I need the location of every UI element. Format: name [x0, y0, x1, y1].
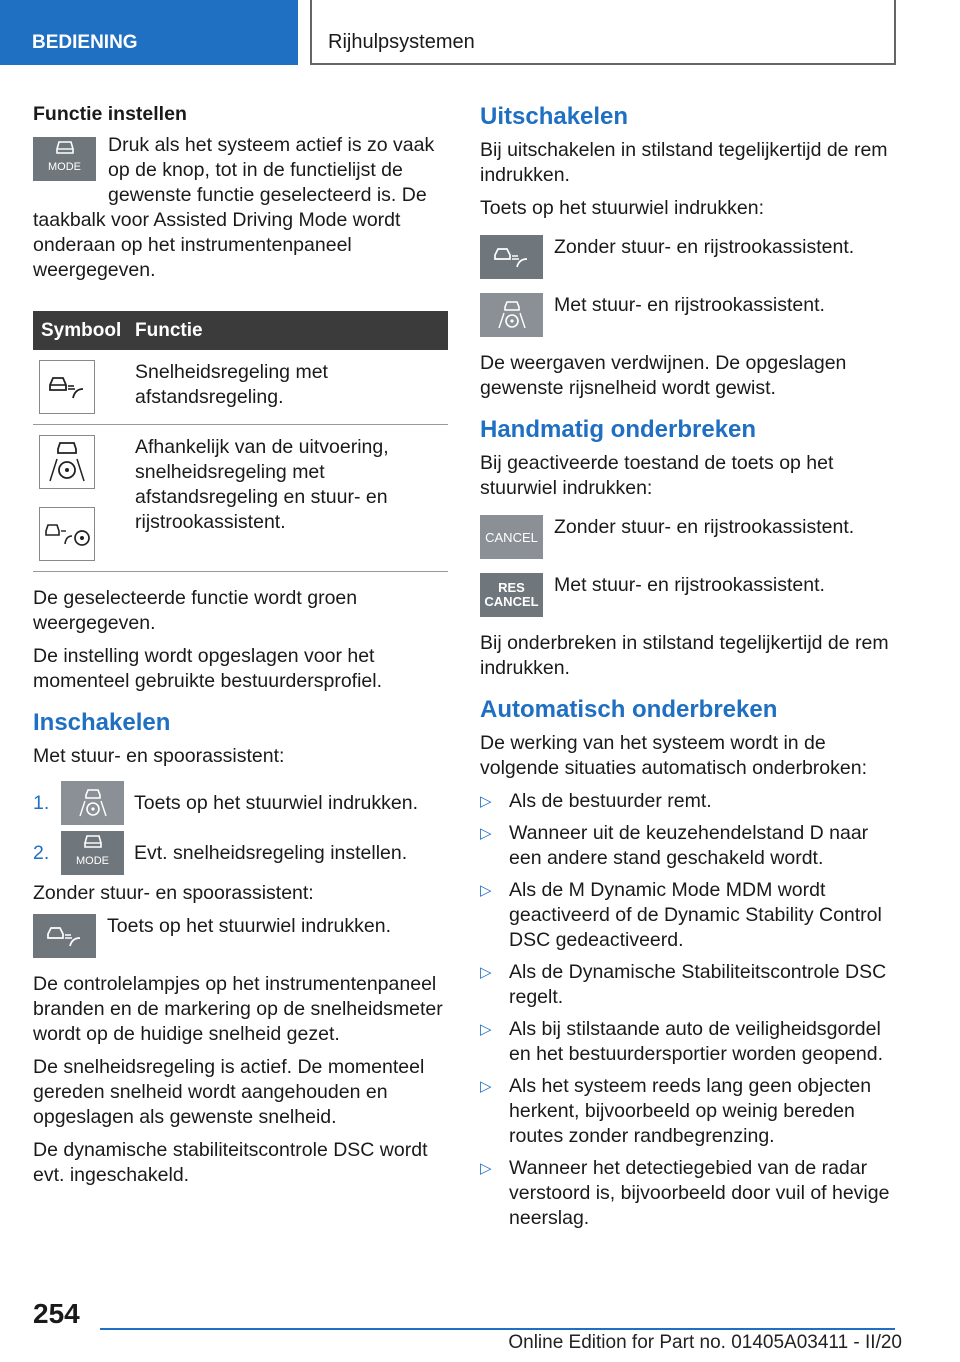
icon-row-text: Toets op het stuurwiel indrukken. — [107, 915, 391, 937]
heading-uitschakelen: Uitschakelen — [480, 103, 629, 130]
list-item-text: Als bij stilstaande auto de veiligheidsgordel en het bestuurdersportier worden geopend. — [509, 1018, 884, 1065]
icon-row-text: Met stuur- en rijstrookassistent. — [554, 294, 825, 316]
triangle-bullet-icon: ▷ — [480, 825, 492, 842]
triangle-bullet-icon: ▷ — [480, 964, 492, 981]
lane-assist-button-icon — [480, 293, 543, 337]
car-icon — [54, 139, 76, 155]
icon-row-text: Zonder stuur- en rijstrookassistent. — [554, 516, 855, 538]
triangle-bullet-icon: ▷ — [480, 1021, 492, 1038]
intro-text: Druk als het systeem actief is zo vaak op de knop, tot in de functielijst de gewenste functie geselecteerd is. De taakbalk voor Assisted Driving Mode wordt onderaan op het instrumentenpaneel weergegeven. — [33, 134, 435, 281]
list-item-text: Als de Dynamische Stabiliteitscontrole DSC regelt. — [509, 961, 887, 1008]
table-cell-function: Snelheidsregeling met afstandsregeling. — [131, 350, 448, 425]
paragraph: De weergaven verdwijnen. De opgeslagen gewenste rijsnelheid wordt gewist. — [480, 352, 847, 399]
list-item — [480, 1156, 898, 1231]
lane-assist-button-icon — [61, 781, 124, 825]
paragraph: De snelheidsregeling is actief. De momenteel gereden snelheid wordt aangehouden en opgeslagen als gewenste snelheid. — [33, 1056, 425, 1128]
table-row — [33, 350, 448, 425]
list-item-text: Wanneer het detectiegebied van de radar verstoord is, bijvoorbeeld door vuil of hevige neerslag. — [509, 1157, 890, 1229]
icon-row — [33, 914, 448, 958]
list-item — [480, 878, 898, 953]
triangle-bullet-icon: ▷ — [480, 1078, 492, 1095]
left-column — [33, 102, 448, 1196]
step-number: 1. — [33, 791, 50, 814]
speed-steering-symbol-icon — [39, 507, 95, 561]
icon-row — [480, 293, 898, 337]
paragraph: De controlelampjes op het instrumentenpaneel branden en de markering op de snelheidsmeter wordt op de huidige snelheid gezet. — [33, 973, 443, 1045]
icon-row-text: Met stuur- en rijstrookassistent. — [554, 574, 825, 596]
speed-distance-symbol-icon — [39, 360, 95, 414]
list-item — [33, 781, 448, 825]
heading-automatisch-onderbreken: Automatisch onderbreken — [480, 696, 778, 723]
paragraph: Met stuur- en spoorassistent: — [33, 745, 285, 767]
mode-button-icon — [61, 831, 124, 875]
paragraph: Bij onderbreken in stilstand tegelijkertijd de rem indrukken. — [480, 632, 889, 679]
list-item — [480, 1074, 898, 1149]
paragraph: Toets op het stuurwiel indrukken: — [480, 197, 764, 219]
cancel-button-icon — [480, 515, 543, 559]
mode-button-label: MODE — [48, 160, 81, 173]
res-button-label: RES — [498, 580, 525, 595]
icon-row-text: Zonder stuur- en rijstrookassistent. — [554, 236, 855, 258]
res-cancel-button-label: CANCEL — [484, 594, 539, 609]
paragraph: De instelling wordt opgeslagen voor het momenteel gebruikte bestuurdersprofiel. — [33, 645, 383, 692]
icon-row — [480, 573, 898, 617]
paragraph: De dynamische stabiliteitscontrole DSC wordt evt. ingeschakeld. — [33, 1139, 428, 1186]
speed-distance-button-icon — [33, 914, 96, 958]
paragraph: Bij geactiveerde toestand de toets op het stuurwiel indrukken: — [480, 452, 834, 499]
icon-row — [480, 235, 898, 279]
icon-row — [480, 515, 898, 559]
paragraph: Zonder stuur- en spoorassistent: — [33, 882, 314, 904]
step-text: Toets op het stuurwiel indrukken. — [134, 791, 418, 814]
mode-button-label: MODE — [76, 854, 109, 867]
list-item — [480, 1017, 898, 1067]
res-cancel-button-icon — [480, 573, 543, 617]
list-item — [480, 789, 898, 814]
footer-divider — [100, 1328, 895, 1330]
paragraph: De geselecteerde functie wordt groen weergegeven. — [33, 587, 358, 634]
cancel-button-label: CANCEL — [485, 529, 538, 545]
paragraph: De werking van het systeem wordt in de volgende situaties automatisch onderbroken: — [480, 732, 867, 779]
triangle-bullet-icon: ▷ — [480, 1160, 492, 1177]
page-number: 254 — [33, 1298, 80, 1329]
table-header-function: Functie — [131, 311, 448, 350]
table-header-symbol: Symbool — [33, 311, 131, 350]
steps-list — [33, 781, 448, 875]
list-item — [480, 821, 898, 871]
list-item-text: Als het systeem reeds lang geen objecten herkent, bijvoorbeeld op weinig bereden routes zonder randbegrenzing. — [509, 1075, 872, 1147]
triangle-bullet-icon: ▷ — [480, 793, 492, 810]
subheading-functie-instellen: Functie instellen — [33, 103, 187, 125]
list-item — [480, 960, 898, 1010]
speed-distance-button-icon — [480, 235, 543, 279]
list-item-text: Als de bestuurder remt. — [509, 790, 712, 812]
lane-assist-symbol-icon — [39, 435, 95, 489]
heading-handmatig-onderbreken: Handmatig onderbreken — [480, 416, 757, 443]
footer-edition-link[interactable]: Online Edition for Part no. 01405A03411 - II/20 — [508, 1332, 902, 1353]
right-column — [480, 102, 898, 1238]
chapter-tab: BEDIENING — [0, 0, 298, 65]
step-text: Evt. snelheidsregeling instellen. — [134, 841, 408, 864]
list-item-text: Als de M Dynamic Mode MDM wordt geactiveerd of de Dynamic Stability Control DSC gedeactiveerd. — [509, 879, 882, 951]
heading-inschakelen: Inschakelen — [33, 709, 171, 736]
list-item-text: Wanneer uit de keuzehendelstand D naar een andere stand geschakeld wordt. — [509, 822, 869, 869]
list-item — [33, 831, 448, 875]
triangle-bullet-icon: ▷ — [480, 882, 492, 899]
table-row — [33, 425, 448, 572]
table-cell-function: Afhankelijk van de uitvoering, snelheidsregeling met afstandsregeling en stuur- en rijstrookassistent. — [131, 425, 448, 572]
conditions-list — [480, 789, 898, 1231]
paragraph: Bij uitschakelen in stilstand tegelijkertijd de rem indrukken. — [480, 139, 888, 186]
section-title: Rijhulpsystemen — [310, 0, 896, 65]
mode-button-icon — [33, 137, 96, 181]
step-number: 2. — [33, 841, 50, 864]
function-table — [33, 311, 448, 572]
